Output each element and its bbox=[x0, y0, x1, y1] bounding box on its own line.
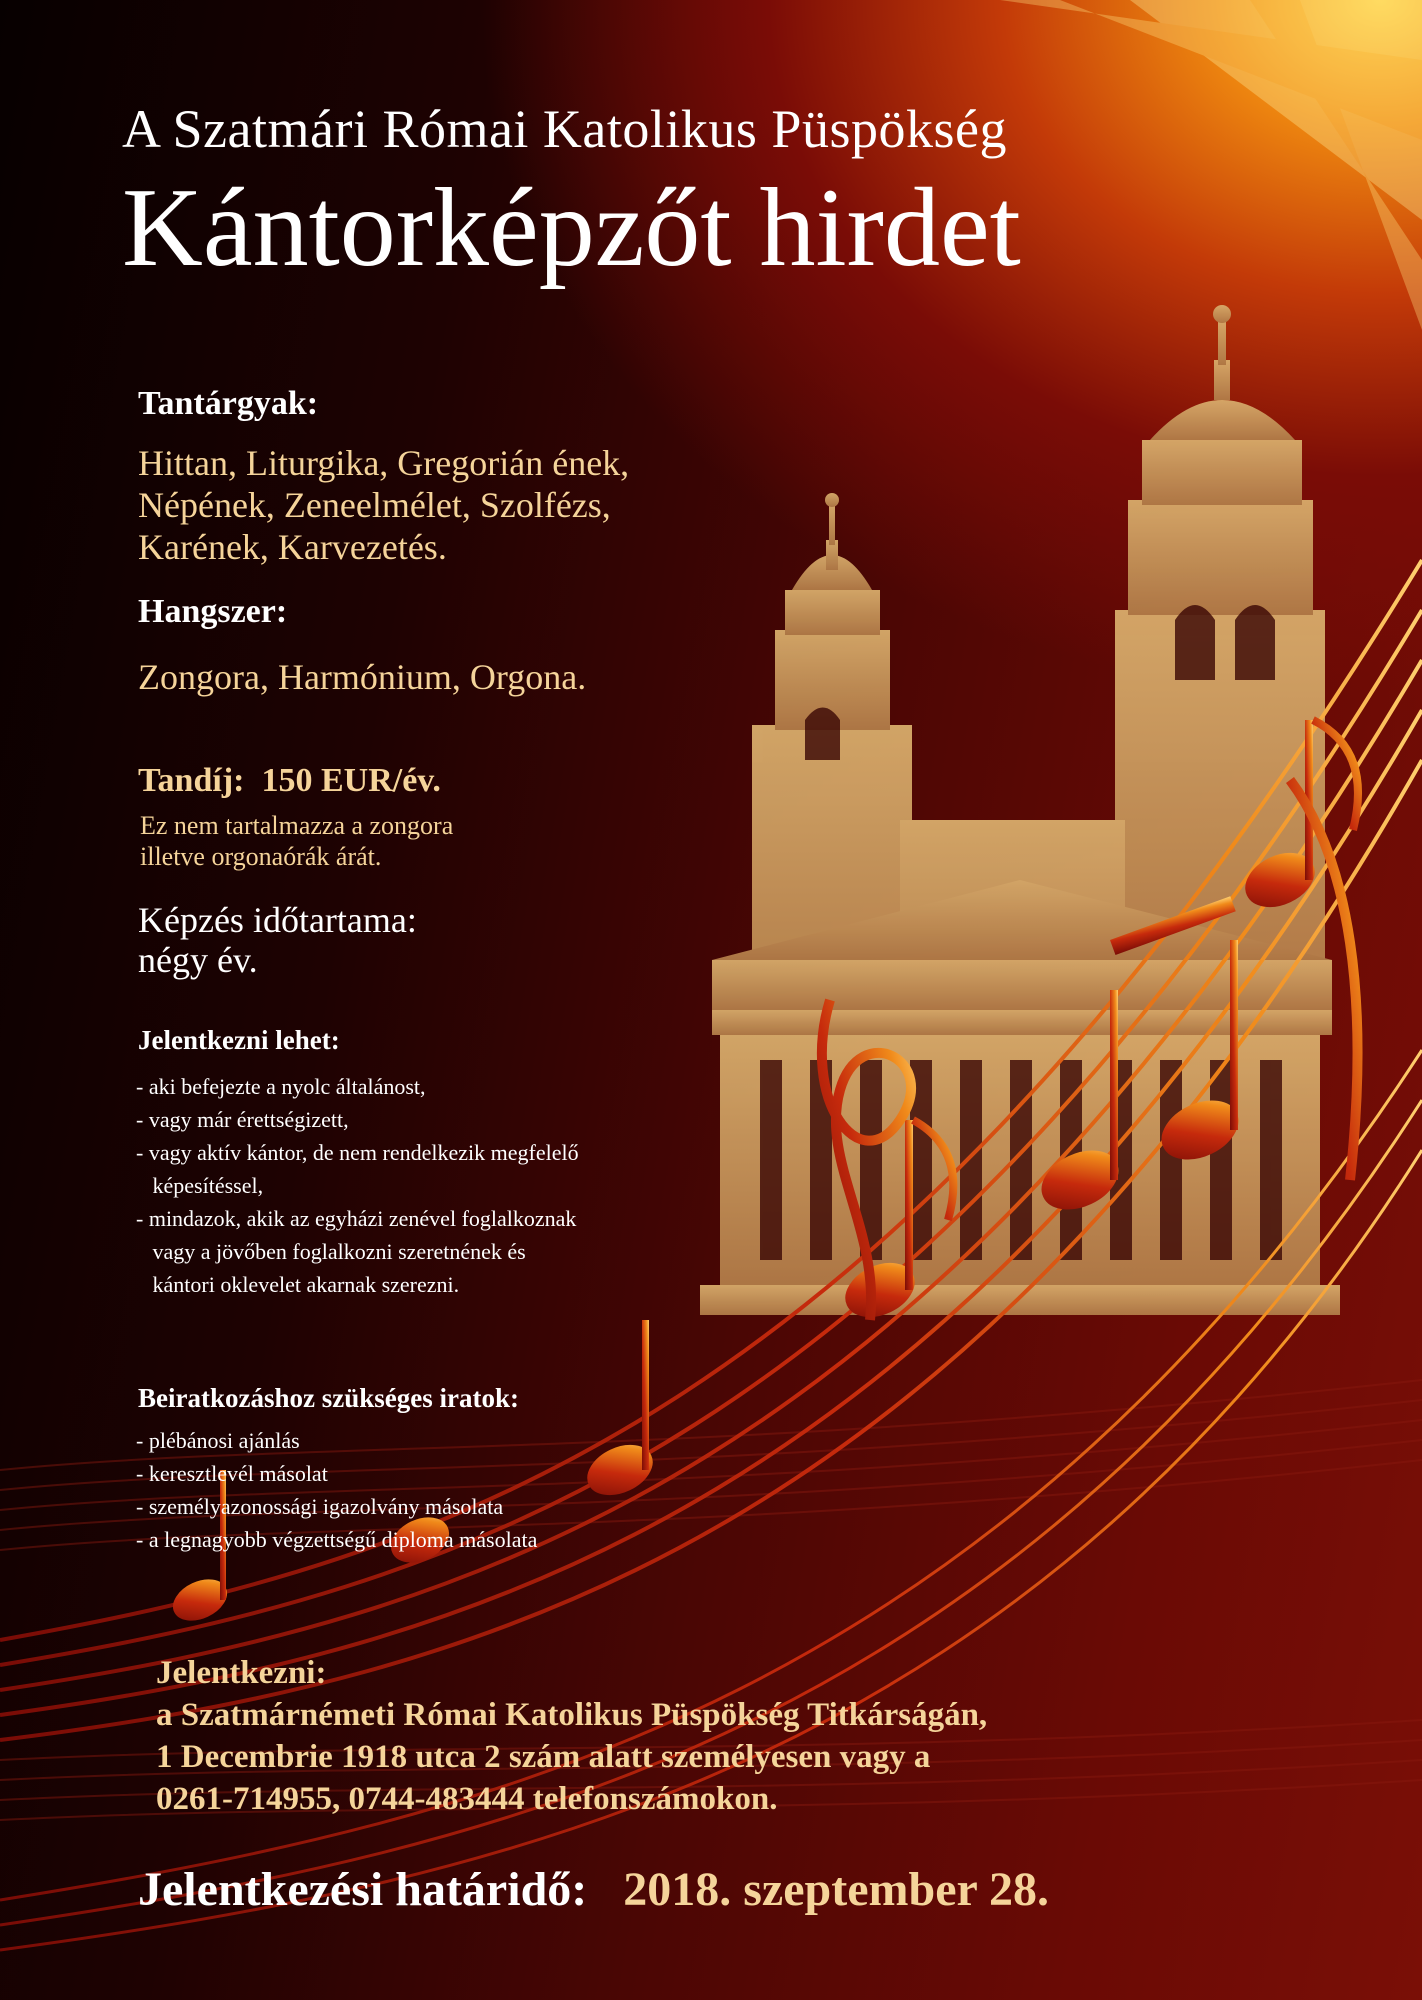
subjects-heading: Tantárgyak: bbox=[138, 385, 319, 422]
list-item: képesítéssel, bbox=[136, 1173, 264, 1198]
contact-heading: Jelentkezni: bbox=[156, 1655, 327, 1691]
fee-note-line: Ez nem tartalmazza a zongora bbox=[140, 811, 454, 840]
deadline bbox=[138, 1862, 1049, 1917]
eligibility-heading: Jelentkezni lehet: bbox=[138, 1025, 340, 1055]
duration bbox=[138, 900, 417, 980]
fee-note bbox=[140, 810, 453, 872]
contact-line: a Szatmárnémeti Római Katolikus Püspökség Titkárságán, bbox=[156, 1697, 988, 1733]
eligibility-list bbox=[136, 1070, 579, 1301]
contact-block bbox=[156, 1652, 987, 1820]
contact-line: 1 Decembrie 1918 utca 2 szám alatt személyesen vagy a bbox=[156, 1739, 931, 1775]
subjects-list bbox=[138, 442, 629, 568]
documents-heading: Beiratkozáshoz szükséges iratok: bbox=[138, 1383, 519, 1413]
list-item: - plébánosi ajánlás bbox=[136, 1428, 300, 1453]
list-item: - a legnagyobb végzettségű diploma másolata bbox=[136, 1527, 538, 1552]
list-item: - személyazonossági igazolvány másolata bbox=[136, 1494, 504, 1519]
documents-list bbox=[136, 1424, 537, 1556]
contact-phones: 0261-714955, 0744-483444 telefonszámokon. bbox=[156, 1781, 778, 1817]
fee-label: Tandíj: bbox=[138, 762, 245, 799]
list-item: - vagy aktív kántor, de nem rendelkezik megfelelő bbox=[136, 1140, 579, 1165]
fee-line bbox=[138, 762, 441, 800]
list-item: - mindazok, akik az egyházi zenével foglalkoznak bbox=[136, 1206, 577, 1231]
list-item: - keresztlevél másolat bbox=[136, 1461, 328, 1486]
list-item: - vagy már érettségizett, bbox=[136, 1107, 349, 1132]
duration-label: Képzés időtartama: bbox=[138, 900, 417, 940]
subjects-line: Népének, Zeneelmélet, Szolfézs, bbox=[138, 485, 611, 525]
instrument-heading: Hangszer: bbox=[138, 593, 288, 630]
list-item: kántori oklevelet akarnak szerezni. bbox=[136, 1272, 460, 1297]
header-line-1: A Szatmári Római Katolikus Püspökség bbox=[122, 99, 1007, 159]
list-item: vagy a jövőben foglalkozni szeretnének és bbox=[136, 1239, 526, 1264]
header-title: Kántorképzőt hirdet bbox=[122, 166, 1021, 290]
duration-value: négy év. bbox=[138, 940, 258, 980]
instrument-text: Zongora, Harmónium, Orgona. bbox=[138, 657, 587, 697]
fee-note-line: illetve orgonaórák árát. bbox=[140, 842, 382, 871]
deadline-date: 2018. szeptember 28. bbox=[623, 1863, 1049, 1916]
list-item: - aki befejezte a nyolc általánost, bbox=[136, 1074, 426, 1099]
fee-value: 150 EUR/év. bbox=[261, 762, 441, 799]
deadline-label: Jelentkezési határidő: bbox=[138, 1863, 588, 1916]
light-rays bbox=[1000, 0, 1422, 330]
subjects-line: Hittan, Liturgika, Gregorián ének, bbox=[138, 443, 630, 483]
subjects-line: Karének, Karvezetés. bbox=[138, 527, 447, 567]
